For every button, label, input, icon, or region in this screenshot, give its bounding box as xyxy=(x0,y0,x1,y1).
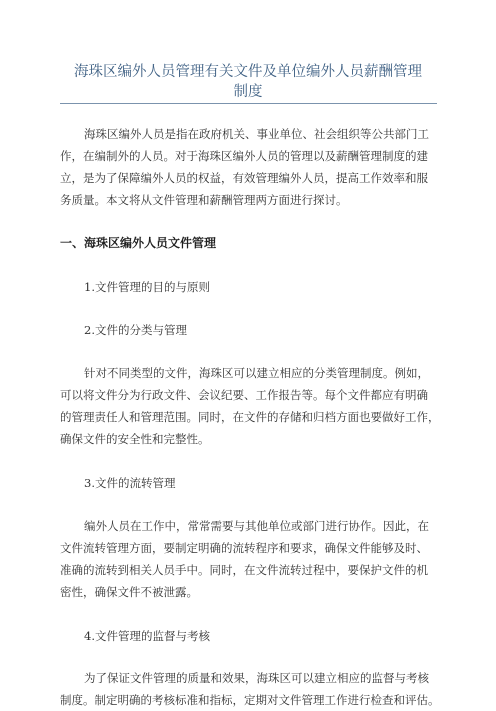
intro-line-3: 立，是为了保障编外人员的权益，有效管理编外人员，提高工作效率和服 xyxy=(60,171,428,185)
item4-line-1: 为了保证文件管理的质量和效果，海珠区可以建立相应的监督与考核 xyxy=(84,671,429,685)
item4-paragraph xyxy=(60,667,440,711)
intro-line-4: 务质量。本文将从文件管理和薪酬管理两方面进行探讨。 xyxy=(60,193,348,207)
item4-line-2: 制度。制定明确的考核标准和指标，定期对文件管理工作进行检查和评估。 xyxy=(60,693,440,707)
item2-line-2: 可以将文件分为行政文件、会议纪要、工作报告等。每个文件都应有明确 xyxy=(60,388,428,402)
item-heading-3: 3.文件的流转管理 xyxy=(84,476,176,490)
intro-line-1: 海珠区编外人员是指在政府机关、事业单位、社会组织等公共部门工 xyxy=(84,127,429,141)
intro-paragraph xyxy=(60,123,440,211)
title-line-1: 海珠区编外人员管理有关文件及单位编外人员薪酬管理 xyxy=(74,64,422,80)
item3-line-4: 密性，确保文件不被泄露。 xyxy=(60,585,198,599)
title-divider xyxy=(60,103,437,104)
document-title xyxy=(60,62,436,102)
item-heading-1: 1.文件管理的目的与原则 xyxy=(84,280,210,294)
intro-line-2: 作，在编制外的人员。对于海珠区编外人员的管理以及薪酬管理制度的建 xyxy=(60,149,428,163)
item3-line-3: 准确的流转到相关人员手中。同时，在文件流转过程中，要保护文件的机 xyxy=(60,563,428,577)
item3-line-1: 编外人员在工作中，常常需要与其他单位或部门进行协作。因此，在 xyxy=(84,519,429,533)
item2-paragraph xyxy=(60,362,440,450)
item3-paragraph xyxy=(60,515,440,603)
item2-line-1: 针对不同类型的文件，海珠区可以建立相应的分类管理制度。例如， xyxy=(84,366,429,380)
item-heading-2: 2.文件的分类与管理 xyxy=(84,323,187,337)
title-line-2: 制度 xyxy=(233,84,263,100)
item2-line-4: 确保文件的安全性和完整性。 xyxy=(60,432,210,446)
item2-line-3: 的管理责任人和管理范围。同时，在文件的存储和归档方面也要做好工作， xyxy=(60,410,440,424)
item3-line-2: 文件流转管理方面，要制定明确的流转程序和要求，确保文件能够及时、 xyxy=(60,541,428,555)
item-heading-4: 4.文件管理的监督与考核 xyxy=(84,629,210,643)
section-heading: 一、海珠区编外人员文件管理 xyxy=(60,236,217,250)
